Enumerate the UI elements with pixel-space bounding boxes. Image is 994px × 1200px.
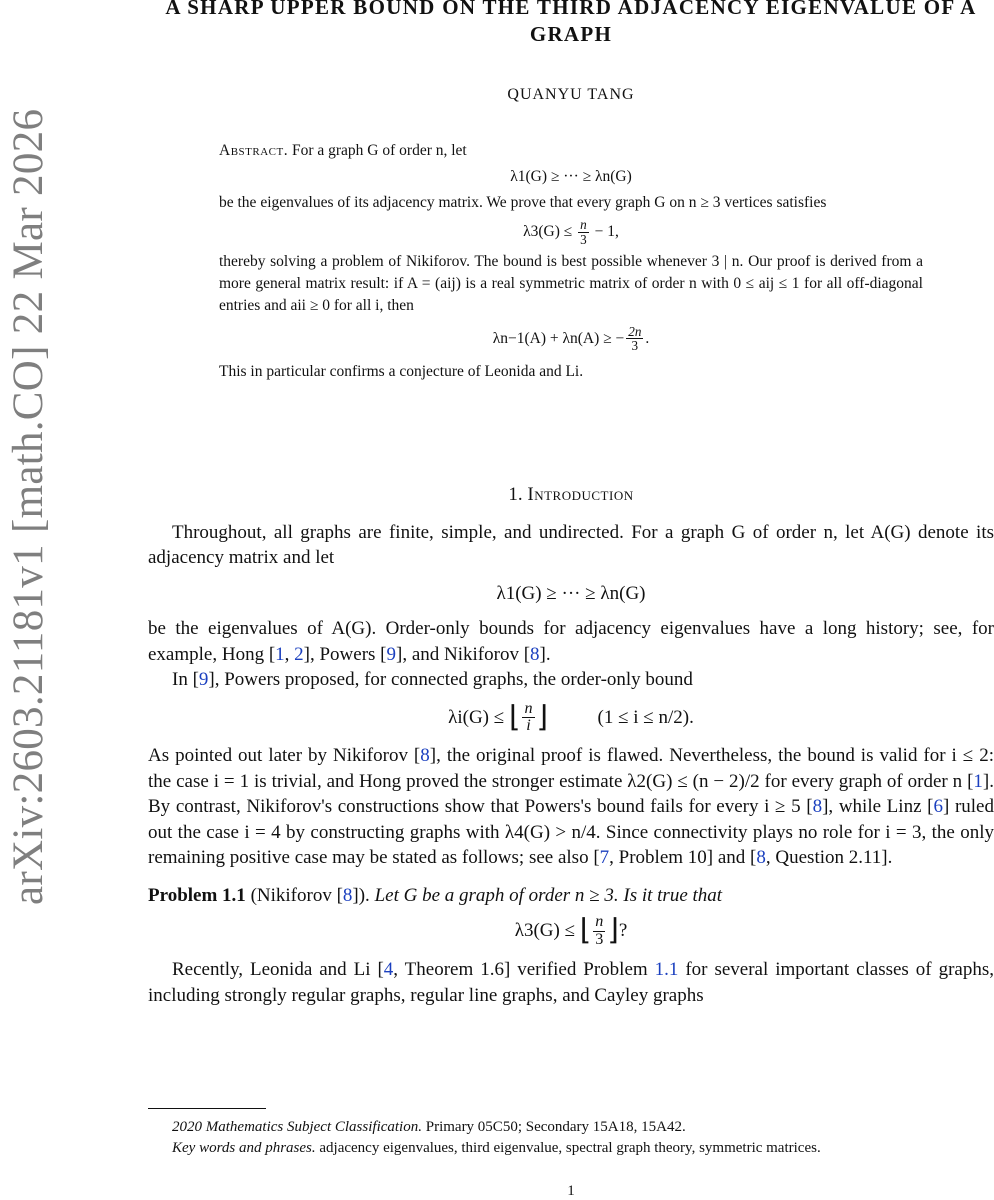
intro-paragraph-5: Recently, Leonida and Li [4, Theorem 1.6] verified Problem 1.1 for several important classes of graphs, including strongly regular graphs, regular line graphs, and Cayley graphs bbox=[148, 959, 994, 1006]
citation-link[interactable]: 7 bbox=[599, 847, 610, 869]
intro-equation-2: λi(G) ≤ ⌊ $\frac{n}{i}$ ⌋ (1 ≤ i ≤ n/2). bbox=[448, 699, 694, 735]
problem-label: Problem 1.1 bbox=[148, 884, 246, 906]
author: QUANYU TANG bbox=[507, 86, 635, 103]
citation-link[interactable]: 1 bbox=[973, 770, 983, 792]
citation-link[interactable]: 8 bbox=[756, 847, 766, 869]
citation-link[interactable]: 8 bbox=[342, 884, 353, 906]
abstract-equation-2: λ3(G) ≤ $\frac{n}{3}$ − 1, bbox=[523, 217, 619, 247]
section-heading: 1. Introduction bbox=[508, 484, 634, 505]
abstract bbox=[219, 140, 923, 383]
footnote-keywords: Key words and phrases. adjacency eigenvalues, third eigenvalue, spectral graph theory, symmetric matrices. bbox=[172, 1140, 821, 1156]
abstract-text-2: be the eigenvalues of its adjacency matrix. We prove that every graph G on n ≥ 3 vertices satisfies bbox=[219, 194, 827, 211]
section-title: Introduction bbox=[527, 484, 634, 505]
main-body bbox=[148, 482, 994, 1008]
citation-link[interactable]: 4 bbox=[383, 959, 394, 981]
abstract-text-4: This in particular confirms a conjecture of Leonida and Li. bbox=[219, 363, 584, 381]
citation-link[interactable]: 9 bbox=[198, 669, 209, 690]
citation-link[interactable]: 1 bbox=[275, 643, 285, 665]
problem-statement: Problem 1.1 (Nikiforov [8]). Let G be a graph of order n ≥ 3. Is it true that bbox=[148, 884, 723, 906]
intro-equation-1: λ1(G) ≥ ··· ≥ λn(G) bbox=[496, 582, 646, 604]
abstract-equation-1: λ1(G) ≥ ··· ≥ λn(G) bbox=[510, 168, 632, 185]
footnote-msc: 2020 Mathematics Subject Classification. Primary 05C50; Secondary 15A18, 15A42. bbox=[172, 1119, 686, 1135]
problem-equation: λ3(G) ≤ ⌊ $\frac{n}{3}$ ⌋? bbox=[514, 913, 628, 949]
problem-link[interactable]: 1.1 bbox=[654, 959, 679, 981]
arxiv-stamp: arXiv:2603.21181v1 [math.CO] 22 Mar 2026 bbox=[5, 108, 52, 905]
citation-link[interactable]: 8 bbox=[420, 745, 430, 767]
intro-paragraph-3: In [9], Powers proposed, for connected graphs, the order-only bound bbox=[172, 669, 693, 690]
footnote-rule bbox=[148, 1108, 266, 1109]
abstract-equation-3: λn−1(A) + λn(A) ≥ − $\frac{2n}{3}$ . bbox=[492, 323, 650, 354]
intro-paragraph-1: Throughout, all graphs are finite, simple, and undirected. For a graph G of order n, let A(G) denote its adjacency matrix and let bbox=[148, 521, 994, 568]
citation-link[interactable]: 2 bbox=[294, 643, 304, 665]
abstract-text-1: For a graph G of order n, let bbox=[291, 142, 467, 159]
citation-link[interactable]: 8 bbox=[530, 643, 540, 665]
abstract-label: Abstract. bbox=[219, 142, 289, 159]
intro-paragraph-2: be the eigenvalues of A(G). Order-only bounds for adjacency eigenvalues have a long history; see, for example, Hong [1, 2], Powers [9], and Nikiforov [8]. bbox=[148, 618, 994, 665]
paper-title: A SHARP UPPER BOUND ON THE THIRD ADJACENCY EIGENVALUE OF A GRAPH bbox=[165, 0, 977, 46]
citation-link[interactable]: 9 bbox=[386, 643, 397, 665]
citation-link[interactable]: 6 bbox=[933, 796, 943, 818]
intro-paragraph-4: As pointed out later by Nikiforov [8], the original proof is flawed. Nevertheless, the bound is valid for i ≤ 2: the case i = 1 is trivial, and Hong proved the stronger estimate λ2(G) ≤ (n − 2)/2 for every graph of order n [1]. By contrast, Nikiforov's constructions show that Powers's bound fails for every i ≥ 5 [8], while Linz [6] ruled out the case i = 4 by constructing graphs with λ4(G) > n/4. Since connectivity plays no role for i = 3, the only remaining positive case may be stated as follows; see also [7, Problem 10] and [8, Question 2.11]. bbox=[148, 745, 994, 869]
page-number: 1 bbox=[567, 1183, 575, 1199]
abstract-text-3: thereby solving a problem of Nikiforov. The bound is best possible whenever 3 | n. Our proof is derived from a more general matrix result: if A = (aij) is a real symmetric matrix of order n with 0 ≤ aij ≤ 1 for all off-diagonal entries and aii ≥ 0 for all i, then bbox=[219, 252, 923, 314]
citation-link[interactable]: 8 bbox=[812, 796, 823, 818]
footnotes bbox=[148, 1108, 994, 1159]
